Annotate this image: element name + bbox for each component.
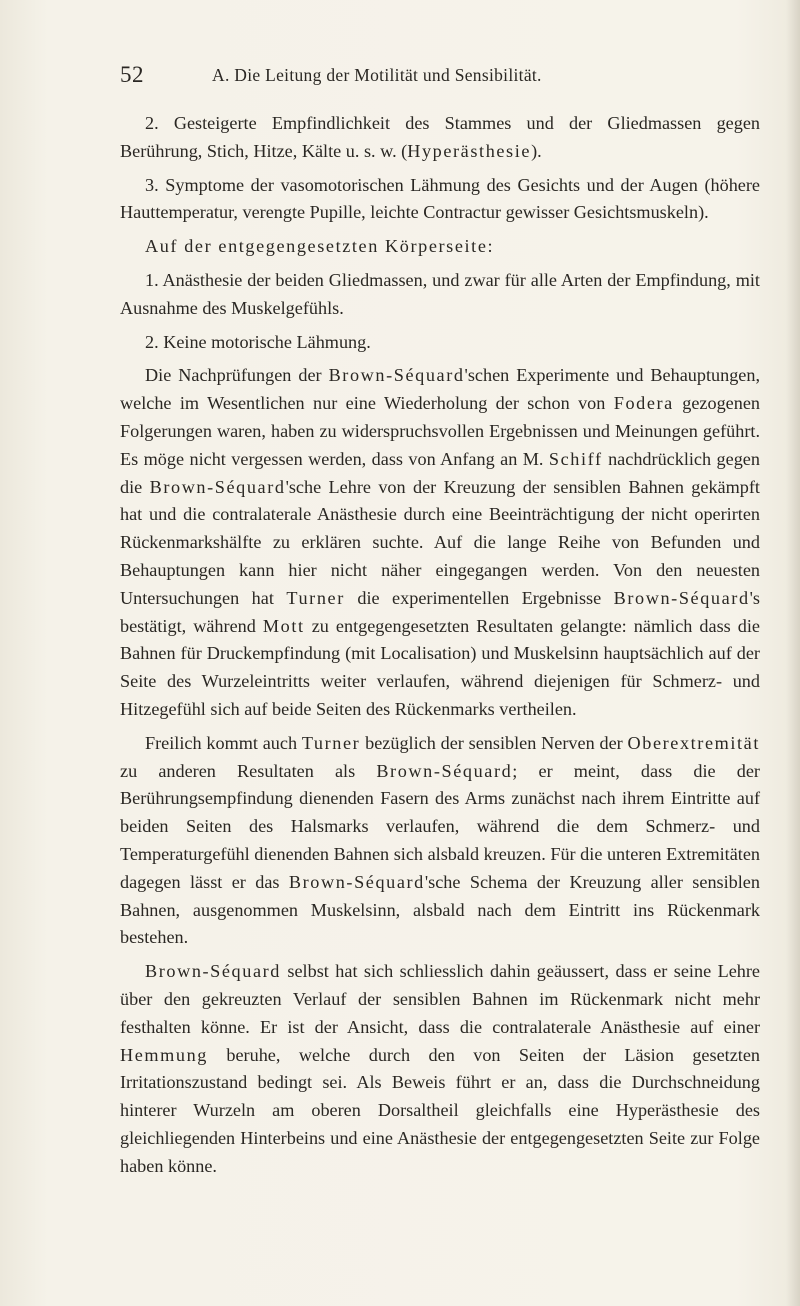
body-text xyxy=(120,110,760,1186)
spaced-name: Brown-Séquard xyxy=(149,476,286,497)
spaced-term: Auf der entgegengesetzten Körperseite: xyxy=(145,236,495,257)
paragraph xyxy=(120,958,760,1180)
spaced-term: Oberextremität xyxy=(627,732,760,753)
text-run: nachdrücklich gegen die xyxy=(120,448,760,497)
text-run: die experimentellen Ergebnisse xyxy=(344,587,614,608)
text-run: 3. Symptome der vasomotorischen Lähmung des Gesichts und der Augen (höhere Hauttemperatur, verengte Pupille, leichte Contractur gewisser Gesichtsmuskeln). xyxy=(120,174,760,223)
text-run: beruhe, welche durch den von Seiten der Läsion gesetzten Irritationszustand bedingt sei. Als Beweis führt er an, dass die Durchschneidung hinterer Wurzeln am oberen Dorsaltheil gleichfalls eine Hyperästhesie des gleichliegenden Hinterbeins und eine Anästhesie der entgegengesetzten Seite zur Folge haben könne. xyxy=(120,1044,760,1176)
text-run: bezüglich der sensiblen Nerven der xyxy=(360,732,628,753)
text-run: Freilich kommt auch xyxy=(145,732,302,753)
page-number: 52 xyxy=(120,62,144,87)
text-run: 'schen Experimente und Behauptungen, welche im Wesentlichen nur eine Wiederholung der schon von xyxy=(120,365,760,414)
text-run: ). xyxy=(531,140,542,161)
page-edge-shadow xyxy=(786,0,800,1306)
page-header xyxy=(120,62,760,92)
section-heading xyxy=(120,233,760,261)
text-run: selbst hat sich schliesslich dahin geäussert, dass er seine Lehre über den gekreuzten Verlauf der sensiblen Bahnen im Rückenmark nicht mehr festhalten könne. Er ist der Ansicht, dass die contralaterale Anästhesie auf einer xyxy=(120,961,760,1037)
paragraph xyxy=(120,329,760,357)
text-run: 1. Anästhesie der beiden Gliedmassen, und zwar für alle Arten der Empfindung, mit Ausnahme des Muskelgefühls. xyxy=(120,269,760,318)
paragraph xyxy=(120,172,760,228)
spaced-name: Brown-Séquard xyxy=(288,871,425,892)
text-run: zu anderen Resultaten als xyxy=(120,760,377,781)
spaced-name: Brown-Séquard xyxy=(328,365,465,386)
text-run: 'sche Lehre von der Kreuzung der sensiblen Bahnen gekämpft hat und die contralaterale Anästhesie durch eine Beeinträchtigung der nicht operirten Rückenmarkshälfte zu erklären suchte. Auf die lange Reihe von Befunden und Behauptungen kann hier nicht näher eingegangen werden. Von den neuesten Untersuchungen hat xyxy=(120,476,760,608)
running-head: A. Die Leitung der Motilität und Sensibilität. xyxy=(212,65,542,85)
text-run: gezogenen Folgerungen waren, haben zu widerspruchsvollen Ergebnissen und Meinungen geführt. Es möge nicht vergessen werden, dass von Anfang an M. xyxy=(120,393,760,469)
text-run: zu entgegengesetzten Resultaten gelangte: nämlich dass die Bahnen für Druckempfindung (mit Localisation) und Muskelsinn hauptsächlich auf der Seite des Wurzeleintritts weiter verlaufen, während diejenigen für Schmerz- und Hitzegefühl sich auf beide Seiten des Rückenmarks vertheilen. xyxy=(120,615,760,719)
spaced-term: Hyperästhesie xyxy=(407,140,532,161)
spaced-name: Brown-Séquard xyxy=(145,961,281,982)
spaced-name: Mott xyxy=(262,615,305,636)
spaced-term: Hemmung xyxy=(120,1044,208,1065)
spaced-name: Schiff xyxy=(548,448,603,469)
text-run: 'sche Schema der Kreuzung aller sensiblen Bahnen, ausgenommen Muskelsinn, alsbald nach dem Eintritt ins Rückenmark bestehen. xyxy=(120,871,760,948)
text-run: 2. Gesteigerte Empfindlichkeit des Stammes und der Gliedmassen gegen Berührung, Stich, Hitze, Kälte u. s. w. ( xyxy=(120,113,760,161)
spaced-name: Turner xyxy=(286,587,345,608)
paragraph xyxy=(120,730,760,952)
paragraph xyxy=(120,110,760,166)
text-run: 2. Keine motorische Lähmung. xyxy=(145,331,371,352)
text-run: Die Nachprüfungen der xyxy=(145,365,329,386)
spaced-name: Brown-Séquard xyxy=(613,587,750,608)
text-run: ; er meint, dass die der Berührungsempfindung dienenden Fasern des Arms zunächst nach ihrem Eintritte auf beiden Seiten des Halsmarks verlaufen, während die dem Schmerz- und Temperaturgefühl dienenden Bahnen sich alsbald kreuzen. Für die unteren Extremitäten dagegen lässt er das xyxy=(120,760,760,892)
spaced-name: Fodera xyxy=(613,393,674,414)
paragraph xyxy=(120,267,760,323)
paragraph xyxy=(120,362,760,723)
spaced-name: Brown-Séquard xyxy=(376,760,513,781)
spaced-name: Turner xyxy=(301,732,361,753)
text-run: 's bestätigt, während xyxy=(120,587,760,636)
